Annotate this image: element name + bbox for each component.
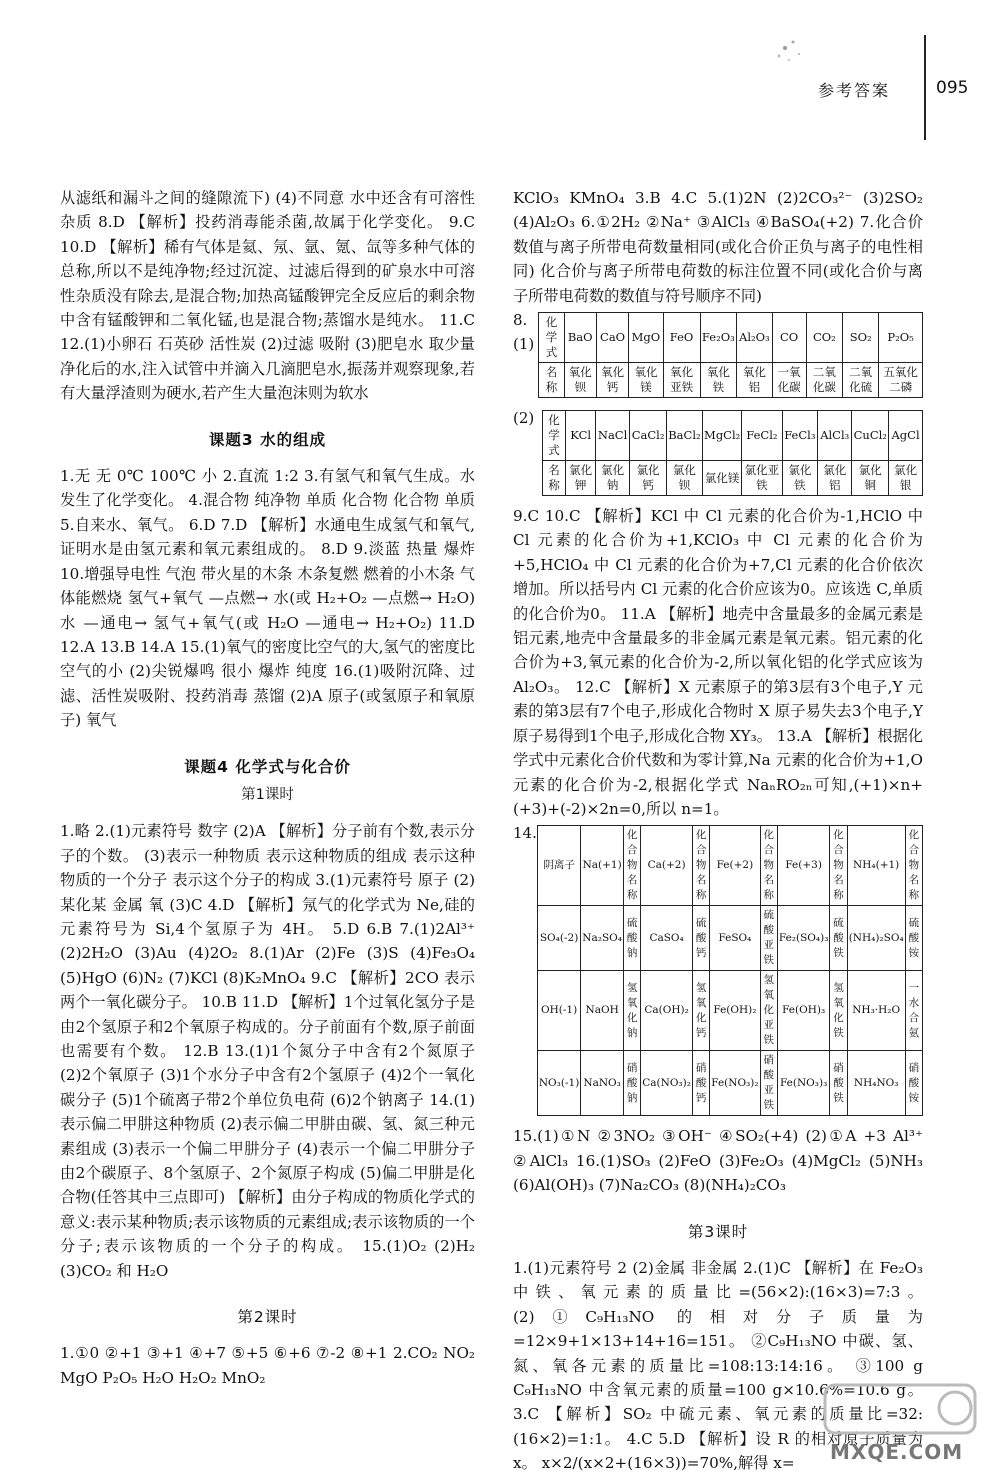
header-ornament [765, 30, 825, 80]
table-label: 14. [513, 824, 537, 843]
answer-block: 1.无 无 0℃ 100℃ 小 2.直流 1:2 3.有氢气和氧气生成。水发生了化学变化。 4.混合物 纯净物 单质 化合物 化合物 单质 5.自来水、氧气。 6.D 7.D 【解析】水通电生成氢气和氧气,证明水是由氢元素和氧元素组成的。 8.D 9.淡蓝 热量 爆炸 10.增强导电性 气泡 带火星的木条 木条复燃 燃着的小木条 气体能燃烧 氢气+氧气 —点燃→ 水(或 H₂+O₂ —点燃→ H₂O) 水 —通电→ 氢气+氧气(或 H₂O —通电→ H₂+O₂) 11.D 12.A 13.B 14.A 15.(1)氧气的密度比空气的大,氢气的密度比空气的小 (2)尖锐爆鸣 很小 爆炸 纯度 16.(1)吸附沉降、过滤、活性炭吸附、投药消毒 蒸馏 (2)A 原子(或氢原子和氧原子) 氧气 [60, 467, 475, 730]
answer-block: 15.(1)①N ②3NO₂ ③OH⁻ ④SO₂(+4) (2)①A +3 Al³⁺ ②AlCl₃ 16.(1)SO₃ (2)FeO (3)Fe₂O₃ (4)MgCl₂ (5)NH₃ (6)Al(OH)₃ (7)Na₂CO₃ (8)(NH₄)₂CO₃ [513, 1127, 923, 1195]
table-cell: 氯化铝 [818, 461, 852, 496]
table-cell: CaCl₂ [630, 411, 666, 461]
table-label: 8.(1) [513, 311, 535, 354]
table-cell: 氢氧化亚铁 [760, 971, 777, 1051]
table-cell: 氯化铜 [852, 461, 889, 496]
table-cell: 氢氧化铁 [830, 971, 847, 1051]
answer-block: 1.(1)元素符号 2 (2)金属 非金属 2.(1)C 【解析】在 Fe₂O₃ 中铁、氧元素的质量比=(56×2):(16×3)=7:3。 (2)①C₉H₁₃NO 的相对分子质量为=12×9+1×13+14+16=151。 ②C₉H₁₃NO 中碳、氢、氮、氧各元素的质量比=108:13:14:16。 ③100 g C₉H₁₃NO 中含氧元素的质量=100 g×10.6%=10.6 g。 3.C 【解析】SO₂ 中硫元素、氧元素的质量比=32:(16×2)=1:1。 4.C 5.D 【解析】设 R 的相对原子质量为 x。 x×2/(x×2+(16×3))=70%,解得 x= [513, 1258, 923, 1473]
table-cell: FeCl₃ [782, 411, 818, 461]
lesson-subheading: 第1课时 [241, 786, 294, 803]
lesson-subheading: 第3课时 [687, 1222, 749, 1241]
table-cell: NH₄NO₃ [847, 1051, 905, 1116]
table-cell: 硫酸亚铁 [760, 906, 777, 971]
table-header-cell: 化合物名称 [692, 826, 709, 906]
table-cell: KCl [566, 411, 595, 461]
table-header-cell: 化合物名称 [760, 826, 777, 906]
table-cell: 硝酸钙 [692, 1051, 709, 1116]
section-heading: 课题4 化学式与化合价 [184, 757, 351, 776]
table-cell: 二氧化碳 [806, 363, 843, 398]
table-header-cell: 名称 [542, 461, 566, 496]
table-cell: Fe₂(SO₄)₃ [777, 906, 830, 971]
table-header-cell: Na(+1) [581, 826, 624, 906]
lesson-subheading: 第2课时 [237, 1308, 298, 1327]
table-cell: CO [772, 313, 806, 363]
table-cell: CaO [596, 313, 628, 363]
table-cell: 硫酸钠 [623, 906, 640, 971]
table-header-cell: 化学式 [542, 411, 566, 461]
table-cell: 硝酸铁 [830, 1051, 847, 1116]
header-divider [924, 35, 926, 140]
table-cell: 硝酸铵 [905, 1051, 922, 1116]
table-cell: NaOH [581, 971, 624, 1051]
table-cell: OH(-1) [537, 971, 580, 1051]
table-cell: Al₂O₃ [737, 313, 772, 363]
table-cell: Fe(OH)₂ [710, 971, 760, 1051]
answer-block: 9.C 10.C 【解析】KCl 中 Cl 元素的化合价为-1,HClO 中 Cl 元素的化合价为+1,KClO₃ 中 Cl 元素的化合价为+5,HClO₄ 中 Cl 元素的化合价为+7,Cl 元素的化合价依次增加。所以括号内 Cl 元素的化合价应该为0。应该选 C,单质的化合价为0。 11.A 【解析】地壳中含量最多的金属元素是铝元素,地壳中含量最多的非金属元素是氧元素。铝元素的化合价为+3,氧元素的化合价为-2,所以氧化铝的化学式应该为 Al₂O₃。 12.C 【解析】X 元素原子的第3层有3个电子,Y 元素的第3层有7个电子,形成化合物时 X 原子易失去3个电子,Y 原子易得到1个电子,形成化合物 XY₃。 13.A 【解析】根据化学式中元素化合价代数和为零计算,Na 元素的化合价为+1,O 元素的化合价为-2,根据化学式 NaₙRO₂ₙ可知,(+1)×n+(+3)+(-2)×2n=0,所以 n=1。 [513, 507, 923, 818]
table-cell: NO₃(-1) [537, 1051, 580, 1116]
table-cell: NH₃·H₂O [847, 971, 905, 1051]
table-cell: 氧化钙 [596, 363, 628, 398]
table-cell: Ca(OH)₂ [641, 971, 693, 1051]
table-cell: 氯化钙 [630, 461, 666, 496]
table-cell: 二氧化硫 [843, 363, 879, 398]
oxide-table [538, 312, 923, 398]
table-cell: AlCl₃ [818, 411, 852, 461]
table-cell: Fe(OH)₃ [777, 971, 830, 1051]
table-header-cell: Ca(+2) [641, 826, 693, 906]
table-header-cell: 化合物名称 [623, 826, 640, 906]
table-cell: MgCl₂ [703, 411, 742, 461]
table-cell: BaCl₂ [666, 411, 702, 461]
table-cell: CO₂ [806, 313, 843, 363]
table-cell: 五氧化二磷 [879, 363, 923, 398]
table-header-cell: Fe(+3) [777, 826, 830, 906]
header-label: 参考答案 [818, 81, 891, 100]
table-cell: CaSO₄ [641, 906, 693, 971]
left-column [60, 186, 475, 1390]
table-header-cell: Fe(+2) [710, 826, 760, 906]
table-cell: 氯化钠 [595, 461, 629, 496]
ion-compound-table [537, 825, 923, 1116]
table-cell: NaNO₃ [581, 1051, 624, 1116]
table-cell: 氢氧化钙 [692, 971, 709, 1051]
table-cell: 氯化钡 [666, 461, 702, 496]
table-header-cell: NH₄(+1) [847, 826, 905, 906]
table-cell: Fe(NO₃)₂ [710, 1051, 760, 1116]
table-cell: 硝酸钠 [623, 1051, 640, 1116]
table-header-cell: 化学式 [539, 313, 564, 363]
table-cell: FeO [663, 313, 700, 363]
table-cell: NaCl [595, 411, 629, 461]
table-cell: 一氧化碳 [772, 363, 806, 398]
table-cell: 氯化镁 [703, 461, 742, 496]
table-cell: Fe(NO₃)₃ [777, 1051, 830, 1116]
table-cell: 氧化铁 [700, 363, 737, 398]
right-column [513, 186, 923, 1476]
section-heading: 课题3 水的组成 [208, 430, 327, 449]
chloride-table-block [513, 406, 923, 504]
table-cell: 氯化铁 [782, 461, 818, 496]
table-cell: 氧化镁 [629, 363, 663, 398]
table-cell: P₂O₅ [879, 313, 923, 363]
table-cell: 硫酸铁 [830, 906, 847, 971]
oxide-table-block [513, 308, 923, 406]
table-cell: BaO [564, 313, 596, 363]
answer-block: 从滤纸和漏斗之间的缝隙流下) (4)不同意 水中还含有可溶性杂质 8.D 【解析】投药消毒能杀菌,故属于化学变化。 9.C 10.D 【解析】稀有气体是氦、氖、氩、氪、氙等多种气体的总称,所以不是纯净物;经过沉淀、过滤后得到的矿泉水中可溶性杂质没有除去,是混合物;加热高锰酸钾完全反应后的剩余物中含有锰酸钾和二氧化锰,也是混合物;蒸馏水是纯水。 11.C 12.(1)小卵石 石英砂 活性炭 (2)过滤 吸附 (3)肥皂水 取少量净化后的水,注入试管中并滴入几滴肥皂水,振荡并观察现象,若有大量浮渣则为硬水,若产生大量泡沫则为软水 [60, 189, 475, 403]
table-cell: FeSO₄ [710, 906, 760, 971]
table-cell: 氧化钡 [564, 363, 596, 398]
table-cell: SO₄(-2) [537, 906, 580, 971]
table-cell: AgCl [889, 411, 923, 461]
table-cell: Fe₂O₃ [700, 313, 737, 363]
table-header-cell: 化合物名称 [905, 826, 922, 906]
table-header-cell: 名称 [539, 363, 564, 398]
table-header-cell: 阴离子 [537, 826, 580, 906]
table-cell: FeCl₂ [742, 411, 782, 461]
table-header-cell: 化合物名称 [830, 826, 847, 906]
answer-block: KClO₃ KMnO₄ 3.B 4.C 5.(1)2N (2)2CO₃²⁻ (3)2SO₂ (4)Al₂O₃ 6.①2H₂ ②Na⁺ ③AlCl₃ ④BaSO₄(+2) 7.化合价数值与离子所带电荷数量相同(或化合价正负与离子的电性相同) 化合价与离子所带电荷数的标注位置不同(或化合价与离子所带电荷数的数值与符号顺序不同) [513, 189, 923, 305]
table-cell: 氢氧化钠 [623, 971, 640, 1051]
page-number: 095 [936, 78, 969, 98]
table-cell: 氯化钾 [566, 461, 595, 496]
table-cell: 硫酸铵 [905, 906, 922, 971]
table-cell: 硫酸钙 [692, 906, 709, 971]
ion-table-block [513, 821, 923, 1124]
answer-block: 1.略 2.(1)元素符号 数字 (2)A 【解析】分子前有个数,表示分子的个数。 (3)表示一种物质 表示这种物质的组成 表示这种物质的一个分子 表示这个分子的构成 3.(1)元素符号 原子 (2)某化某 金属 氧 (3)C 4.D 【解析】氖气的化学式为 Ne,硅的元素符号为 Si,4个氢原子为 4H。 5.D 6.B 7.(1)2Al³⁺ (2)2H₂O (3)Au (4)2O₂ 8.(1)Ar (2)Fe (3)S (4)Fe₃O₄ (5)HgO (6)N₂ (7)KCl (8)K₂MnO₄ 9.C 【解析】2CO 表示两个一氧化碳分子。 10.B 11.D 【解析】1个过氧化氢分子是由2个氢原子和2个氧原子构成的。分子前面有个数,原子前面也需要有个数。 12.B 13.(1)1个氮分子中含有2个氮原子 (2)2个氧原子 (3)1个水分子中含有2个氢原子 (4)2个一氧化碳分子 (5)1个硫离子带2个单位负电荷 (6)2个钠离子 14.(1)表示偏二甲肼这种物质 (2)表示偏二甲肼由碳、氢、氮三种元素组成 (3)表示一个偏二甲肼分子 (4)表示一个偏二甲肼分子由2个碳原子、8个氢原子、2个氮原子构成 (5)偏二甲肼是化合物(任答其中三点即可) 【解析】由分子构成的物质化学式的意义:表示某种物质;表示该物质的元素组成;表示该物质的一个分子;表示该物质的一个分子的构成。 15.(1)O₂ (2)H₂ (3)CO₂ 和 H₂O [60, 822, 475, 1280]
table-label: (2) [513, 409, 535, 428]
table-cell: MgO [629, 313, 663, 363]
table-cell: 氧化亚铁 [663, 363, 700, 398]
table-cell: 氯化银 [889, 461, 923, 496]
watermark-text: MXQE.COM [830, 1440, 964, 1464]
table-cell: Ca(NO₃)₂ [641, 1051, 693, 1116]
chloride-table [542, 410, 923, 496]
table-cell: (NH₄)₂SO₄ [847, 906, 905, 971]
table-cell: 一水合氨 [905, 971, 922, 1051]
table-cell: 氧化铝 [737, 363, 772, 398]
answer-block: 1.①0 ②+1 ③+1 ④+7 ⑤+5 ⑥+6 ⑦-2 ⑧+1 2.CO₂ NO₂ MgO P₂O₅ H₂O H₂O₂ MnO₂ [60, 1344, 475, 1387]
table-cell: Na₂SO₄ [581, 906, 624, 971]
table-cell: SO₂ [843, 313, 879, 363]
table-cell: 氯化亚铁 [742, 461, 782, 496]
table-cell: 硝酸亚铁 [760, 1051, 777, 1116]
table-cell: CuCl₂ [852, 411, 889, 461]
